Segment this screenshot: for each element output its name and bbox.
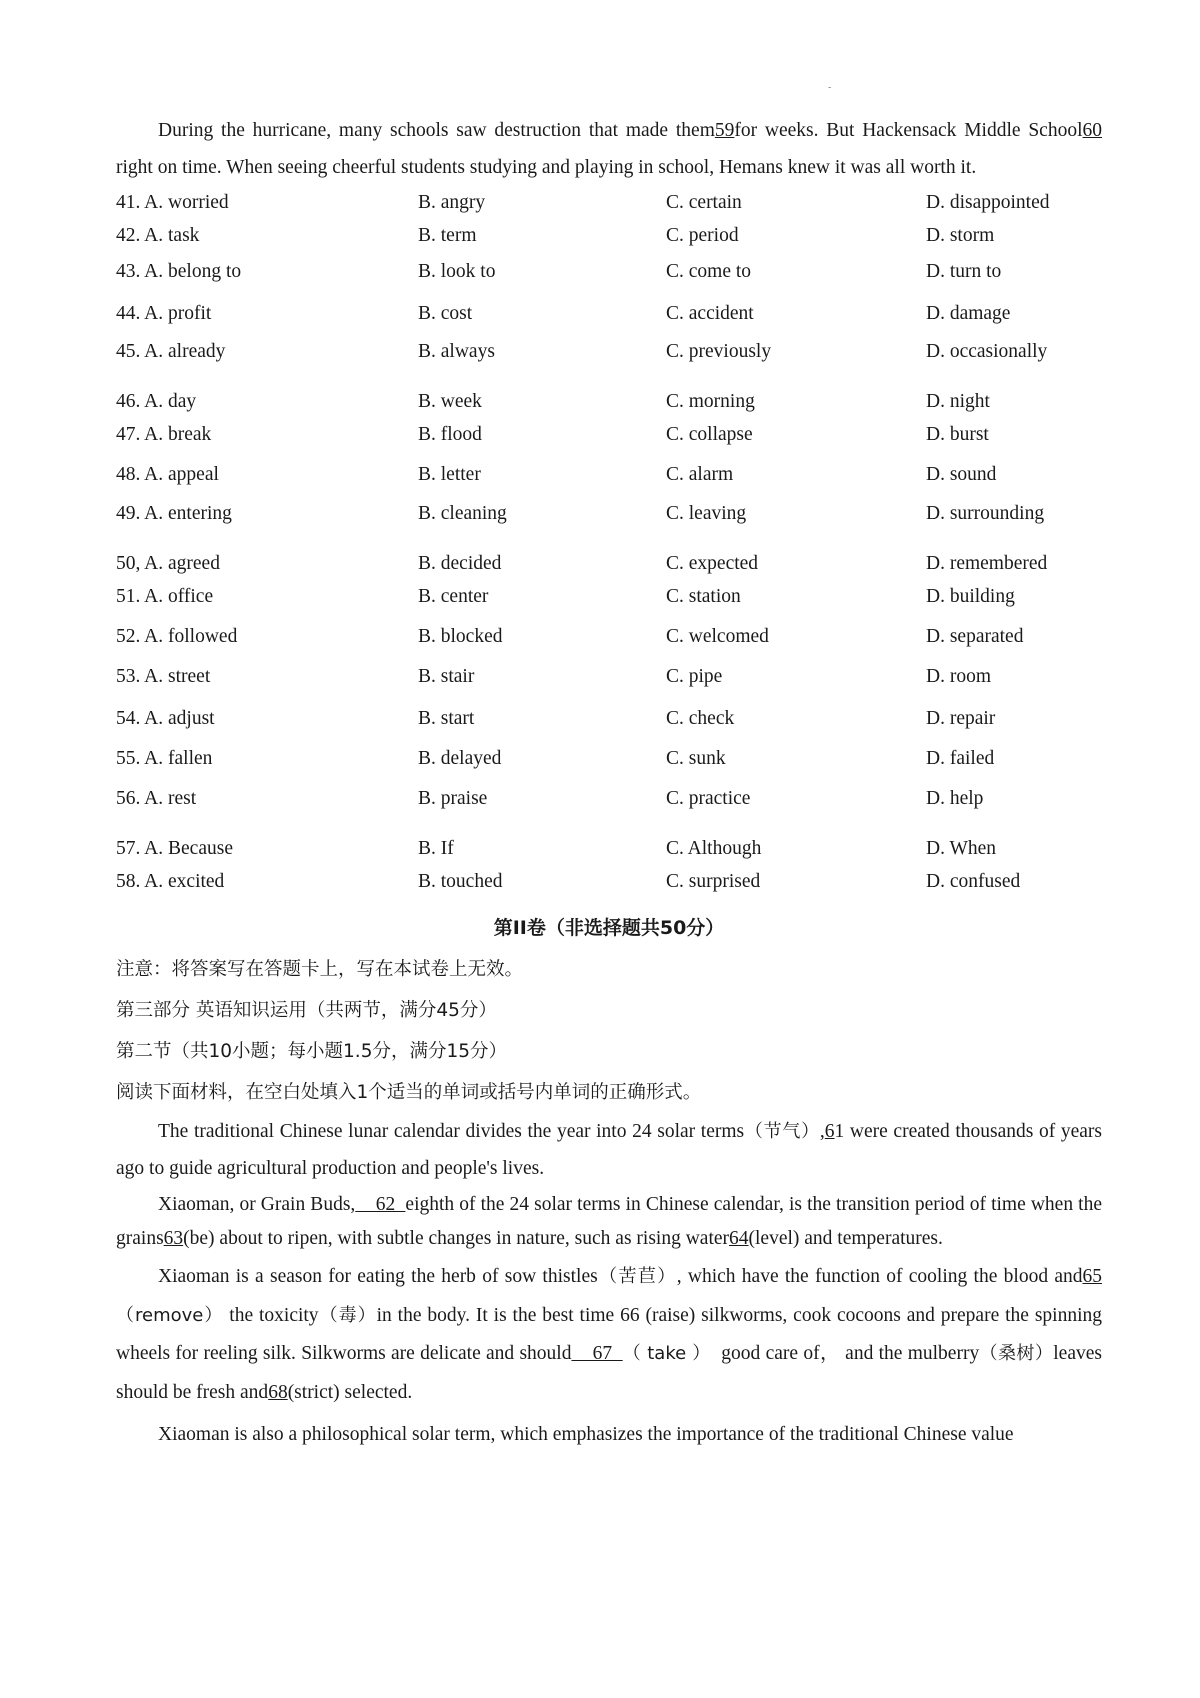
question-row: [116, 580, 1102, 620]
option-c: C. expected: [666, 553, 759, 574]
option-b: B. week: [418, 391, 482, 412]
question-row: [116, 385, 1102, 418]
option-c: C. station: [666, 586, 741, 607]
option-b: B. touched: [418, 871, 503, 892]
option-d: D. burst: [926, 424, 989, 445]
question-row: [116, 497, 1102, 547]
question-row: [116, 297, 1102, 335]
option-b: B. angry: [418, 192, 486, 213]
text-segment: leaves should be fresh and: [116, 1343, 1102, 1403]
text-segment: The traditional Chinese lunar calendar divides the year into 24 solar terms: [158, 1121, 745, 1142]
option-d: D. night: [926, 391, 990, 412]
option-c: C. accident: [666, 303, 754, 324]
text-segment: During the hurricane, many schools saw destruction that made them: [158, 120, 715, 141]
option-a: 58. A. excited: [116, 871, 225, 892]
text-segment: right on time. When seeing cheerful students studying and playing in school, Hemans knew it was all worth it.: [116, 157, 977, 178]
text-segment: （苦苣）: [597, 1266, 677, 1287]
option-a: 50, A. agreed: [116, 553, 220, 574]
passage-ending: [116, 112, 1102, 186]
question-row: [116, 418, 1102, 458]
option-a: 56. A. rest: [116, 788, 197, 809]
cloze-options: [116, 186, 1102, 905]
blank-59: 59: [714, 120, 735, 141]
option-a: 49. A. entering: [116, 503, 232, 524]
option-a: 53. A. street: [116, 666, 211, 687]
option-c: C. certain: [666, 192, 742, 213]
option-a: 48. A. appeal: [116, 464, 219, 485]
text-segment: （毒）: [318, 1304, 377, 1326]
option-a: 43. A. belong to: [116, 261, 242, 282]
option-d: D. confused: [926, 871, 1021, 892]
text-segment: Xiaoman, or Grain Buds,: [158, 1194, 356, 1215]
blank-68: 68: [268, 1381, 288, 1403]
option-d: D. sound: [926, 464, 997, 485]
option-b: B. stair: [418, 666, 475, 687]
option-b: B. If: [418, 838, 454, 859]
option-a: 41. A. worried: [116, 192, 229, 213]
option-c: C. alarm: [666, 464, 734, 485]
text-segment: (level) and temperatures.: [748, 1228, 943, 1249]
question-row: [116, 458, 1102, 497]
option-d: D. occasionally: [926, 341, 1048, 362]
option-b: B. blocked: [418, 626, 503, 647]
option-c: C. sunk: [666, 748, 726, 769]
text-segment: Xiaoman is also a philosophical solar term, which emphasizes the importance of the traditional Chinese value: [158, 1424, 1014, 1445]
option-a: 46. A. day: [116, 391, 197, 412]
blank-63: 63: [163, 1228, 184, 1249]
option-a: 55. A. fallen: [116, 748, 213, 769]
option-d: D. building: [926, 586, 1015, 607]
text-segment: （节气）: [744, 1121, 820, 1142]
blank-62: 62: [355, 1194, 406, 1215]
option-d: D. room: [926, 666, 991, 687]
option-d: D. repair: [926, 708, 996, 729]
blank-61: 6: [824, 1121, 835, 1142]
option-d: D. When: [926, 838, 997, 859]
question-row: [116, 832, 1102, 865]
option-c: C. previously: [666, 341, 772, 362]
option-c: C. practice: [666, 788, 751, 809]
question-row: [116, 702, 1102, 742]
text-segment: in the body. It is the best time 66 (raise) silkworms, cook cocoons and prepare the spinning wheels for reeling silk. Silkworms are delicate and should: [116, 1304, 1103, 1364]
passage-paragraph-2: [116, 1188, 1102, 1256]
part-three-title: 第三部分 英语知识运用（共两节，满分45分）: [116, 1000, 497, 1021]
passage-paragraph-1: [116, 1113, 1102, 1187]
text-segment: good care of， and the mulberry: [710, 1343, 980, 1364]
option-b: B. flood: [418, 424, 482, 445]
blank-60: 60: [1082, 120, 1102, 141]
option-d: D. help: [926, 788, 984, 809]
exam-page: [116, 112, 1102, 1453]
text-segment: the toxicity: [223, 1304, 319, 1326]
option-a: 52. A. followed: [116, 626, 238, 647]
question-row: [116, 620, 1102, 660]
option-b: B. letter: [418, 464, 481, 485]
option-a: 44. A. profit: [116, 303, 212, 324]
option-c: C. leaving: [666, 503, 747, 524]
text-segment: 1 were created thousands of years ago to guide agricultural production and people's lives.: [116, 1121, 1102, 1179]
option-a: 47. A. break: [116, 424, 212, 445]
option-a: 57. A. Because: [116, 838, 233, 859]
option-c: C. come to: [666, 261, 752, 282]
notice: 注意：将答案写在答题卡上，写在本试卷上无效。: [116, 959, 524, 980]
option-c: C. surprised: [666, 871, 761, 892]
option-c: C. welcomed: [666, 626, 769, 647]
instruction: 阅读下面材料，在空白处填入1个适当的单词或括号内单词的正确形式。: [116, 1082, 702, 1103]
option-b: B. cleaning: [418, 503, 507, 524]
text-segment: for weeks. But Hackensack Middle School: [734, 120, 1083, 141]
blank-65: 65: [1082, 1266, 1103, 1287]
option-d: D. damage: [926, 303, 1011, 324]
blank-67: 67: [571, 1343, 623, 1364]
option-a: 45. A. already: [116, 341, 226, 362]
question-row: [116, 335, 1102, 385]
passage-paragraph-4: [116, 1416, 1102, 1453]
option-b: B. delayed: [418, 748, 502, 769]
question-row: [116, 219, 1102, 255]
text-segment: (strict) selected.: [287, 1381, 413, 1403]
question-row: [116, 186, 1102, 219]
option-c: C. collapse: [666, 424, 753, 445]
option-c: C. morning: [666, 391, 755, 412]
option-d: D. storm: [926, 225, 995, 246]
blank-64: 64: [729, 1228, 749, 1249]
option-a: 51. A. office: [116, 586, 214, 607]
question-row: [116, 782, 1102, 832]
option-b: B. cost: [418, 303, 473, 324]
option-b: B. decided: [418, 553, 502, 574]
option-d: D. disappointed: [926, 192, 1050, 213]
text-segment: , which have the function of cooling the blood and: [676, 1266, 1083, 1287]
question-row: [116, 547, 1102, 580]
section-heading: 第II卷（非选择题共50分）: [493, 917, 725, 939]
option-c: C. period: [666, 225, 739, 246]
option-b: B. praise: [418, 788, 488, 809]
text-segment: (be) about to ripen, with subtle changes in nature, such as rising water: [183, 1228, 730, 1249]
scan-mark: -: [828, 82, 832, 93]
option-d: D. surrounding: [926, 503, 1045, 524]
option-d: D. separated: [926, 626, 1024, 647]
question-row: [116, 865, 1102, 905]
option-b: B. look to: [418, 261, 496, 282]
option-d: D. remembered: [926, 553, 1048, 574]
passage-paragraph-3: [116, 1258, 1102, 1412]
section-two-title: 第二节（共10小题；每小题1.5分，满分15分）: [116, 1041, 508, 1062]
option-c: C. pipe: [666, 666, 723, 687]
question-row: [116, 660, 1102, 702]
option-c: C. Although: [666, 838, 762, 859]
option-c: C. check: [666, 708, 735, 729]
option-b: B. start: [418, 708, 475, 729]
option-a: 42. A. task: [116, 225, 200, 246]
text-segment: （桑树）: [979, 1343, 1054, 1364]
option-d: D. turn to: [926, 261, 1002, 282]
question-row: [116, 742, 1102, 782]
text-segment: Xiaoman is a season for eating the herb of sow thistles: [158, 1266, 598, 1287]
option-b: B. center: [418, 586, 489, 607]
option-b: B. always: [418, 341, 495, 362]
text-segment: （remove）: [116, 1304, 224, 1326]
text-segment: eighth of the 24 solar terms in Chinese calendar, is the transition period of time when the grains: [116, 1194, 1103, 1249]
text-segment: ,: [819, 1121, 825, 1142]
option-b: B. term: [418, 225, 477, 246]
text-segment: （ take ）: [622, 1343, 711, 1364]
question-row: [116, 255, 1102, 297]
option-d: D. failed: [926, 748, 995, 769]
option-a: 54. A. adjust: [116, 708, 215, 729]
